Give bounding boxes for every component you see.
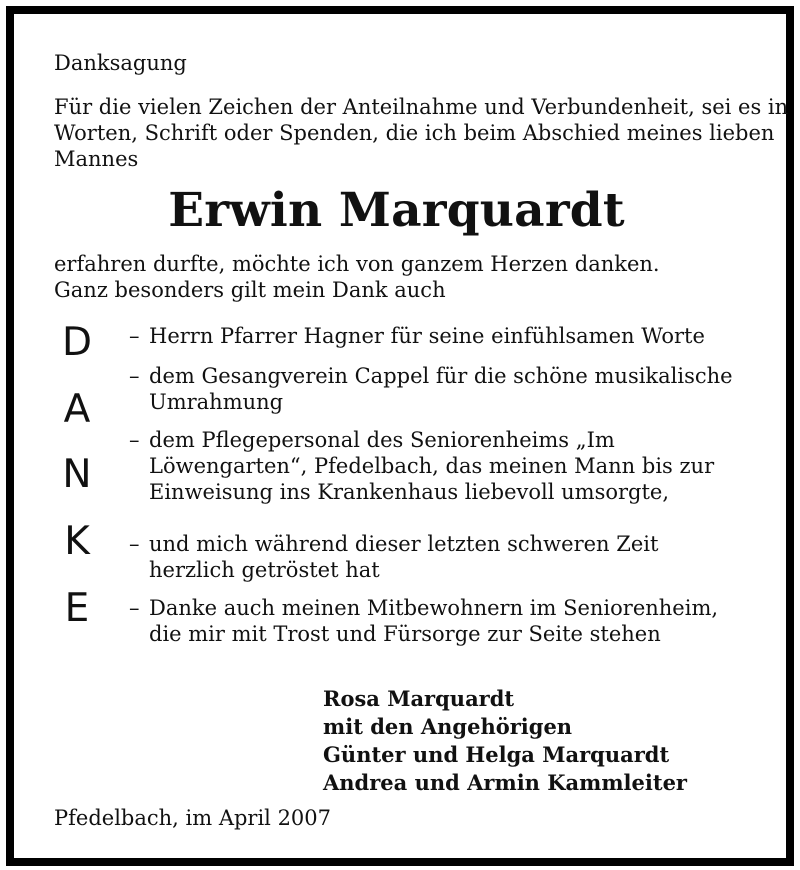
item-line: und mich während dieser letzten schweren Zeit xyxy=(149,532,659,556)
item-line: Danke auch meinen Mitbewohnern im Seniorenheim, xyxy=(149,596,719,620)
thanks-list xyxy=(54,317,769,657)
item-dash: – xyxy=(129,428,140,452)
item-line: Einweisung ins Krankenhaus liebevoll umsorgte, xyxy=(149,480,670,504)
signatory-line: Rosa Marquardt xyxy=(323,686,515,711)
item-line: dem Pflegepersonal des Seniorenheims „Im xyxy=(149,428,615,452)
item-dash: – xyxy=(129,532,140,556)
notice-content xyxy=(54,50,789,830)
item-dash: – xyxy=(129,324,140,348)
intro-paragraph xyxy=(54,94,789,172)
deceased-name: Erwin Marquardt xyxy=(168,183,625,238)
signatories xyxy=(323,685,687,797)
item-line: herzlich getröstet hat xyxy=(149,558,380,582)
intro-line: Mannes xyxy=(54,147,139,171)
item-dash: – xyxy=(129,364,140,388)
after-name-line: erfahren durfte, möchte ich von ganzem Herzen danken. xyxy=(54,252,660,276)
item-line: Löwengarten“, Pfedelbach, das meinen Mann bis zur xyxy=(149,454,715,478)
place-date: Pfedelbach, im April 2007 xyxy=(54,806,332,830)
intro-line: Für die vielen Zeichen der Anteilnahme und Verbundenheit, sei es in xyxy=(54,95,789,119)
item-line: Umrahmung xyxy=(149,390,284,414)
item-line: Herrn Pfarrer Hagner für seine einfühlsamen Worte xyxy=(149,324,705,348)
notice-heading: Danksagung xyxy=(54,51,187,75)
item-line: dem Gesangverein Cappel für die schöne musikalische xyxy=(149,364,733,388)
item-dash: – xyxy=(129,596,140,620)
danke-letter-k: K xyxy=(64,519,90,564)
danke-letter-n: N xyxy=(62,452,92,497)
signatory-line: Andrea und Armin Kammleiter xyxy=(323,770,687,795)
item-line: die mir mit Trost und Fürsorge zur Seite stehen xyxy=(149,622,661,646)
intro-line: Worten, Schrift oder Spenden, die ich beim Abschied meines lieben xyxy=(54,121,775,145)
after-name-paragraph xyxy=(54,251,769,303)
danke-letter-e: E xyxy=(64,586,90,631)
notice-frame xyxy=(6,6,794,866)
after-name-line: Ganz besonders gilt mein Dank auch xyxy=(54,278,446,302)
signatory-line: Günter und Helga Marquardt xyxy=(323,742,670,767)
danke-letter-a: A xyxy=(63,387,91,432)
danke-letter-d: D xyxy=(61,320,93,365)
signatory-line: mit den Angehörigen xyxy=(323,714,573,739)
